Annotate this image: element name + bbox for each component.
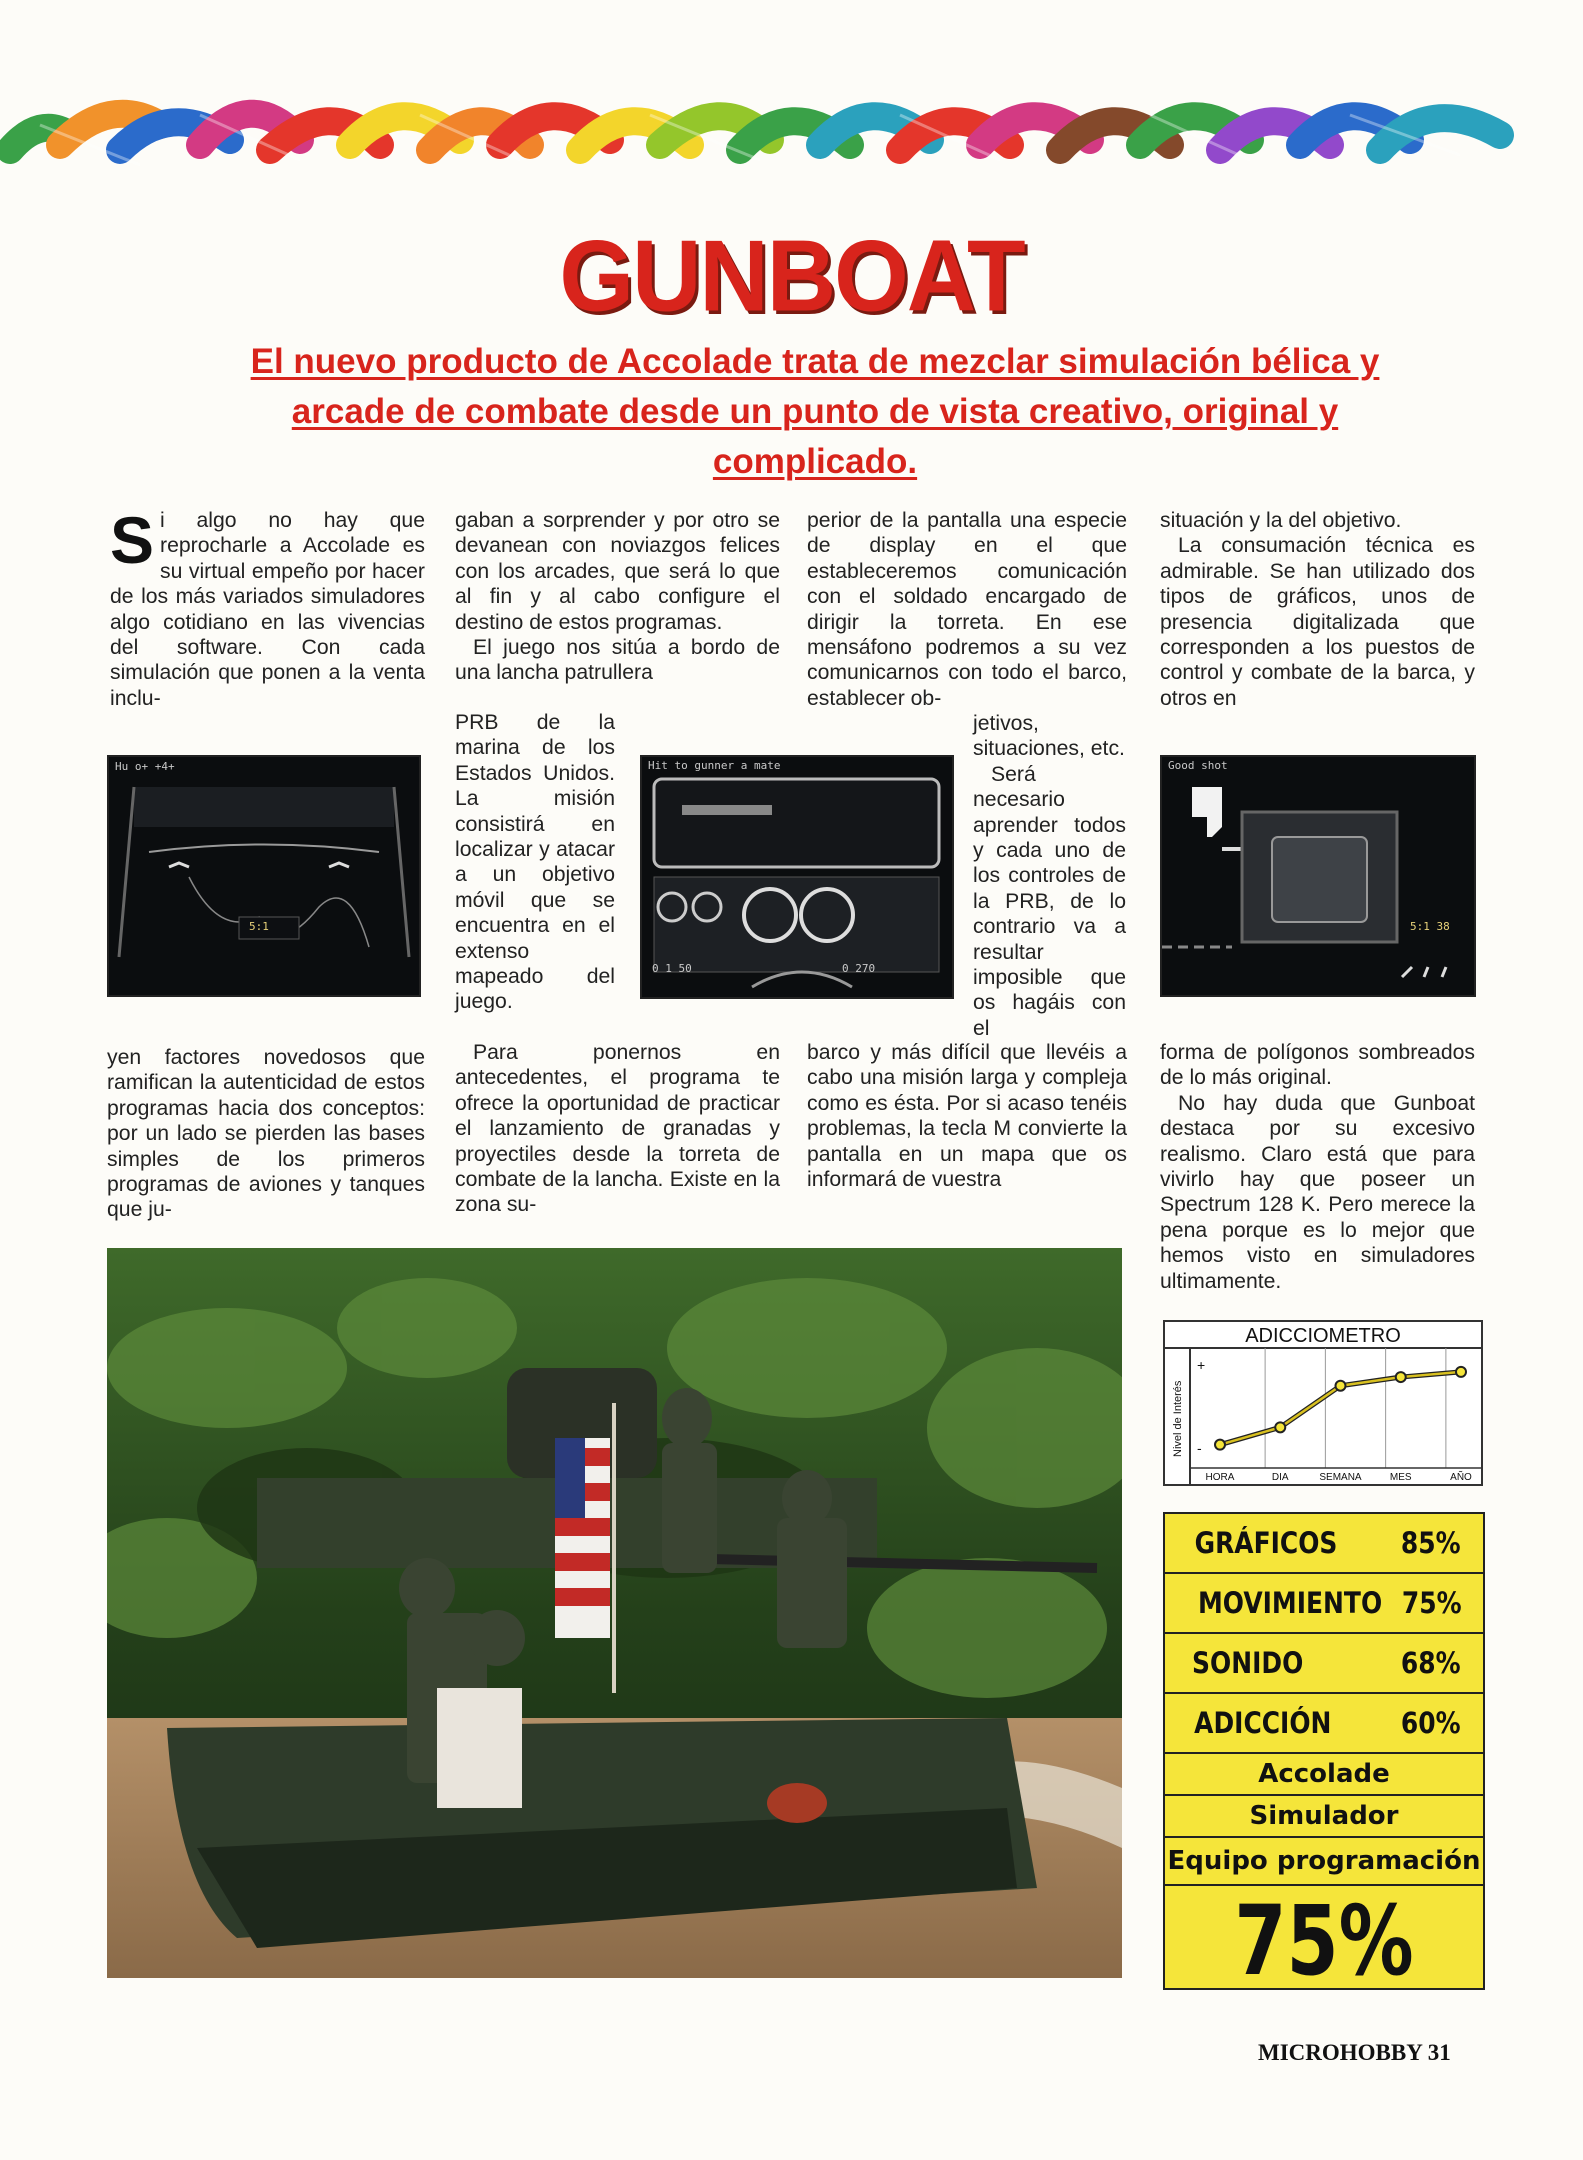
adicciometro-tick-label: DIA (1271, 1472, 1289, 1483)
column-3-top (807, 508, 1127, 711)
gunboat-photograph (107, 1248, 1122, 1978)
col2-paragraph-4: Para ponernos en antecedentes, el programa te ofrece la oportunidad de practicar el lanzamiento de granadas y proyectiles desde la torreta de combate de la lancha. Existe en la zona su- (455, 1041, 780, 1217)
rating-row-movement (1165, 1574, 1483, 1634)
drop-cap: S (110, 503, 155, 577)
column-4-bottom (1160, 1040, 1475, 1294)
column-2-bottom (455, 1040, 780, 1218)
page-folio: MICROHOBBY 31 (1258, 2040, 1451, 2065)
programming-team: Equipo programación (1165, 1838, 1483, 1886)
col2-paragraph-2: El juego nos sitúa a bordo de una lancha patrullera (455, 636, 780, 685)
adicciometro-plus: + (1197, 1357, 1206, 1373)
adicciometro-point (1396, 1372, 1406, 1382)
game-screenshot-1 (107, 755, 421, 997)
turret-view-graphic (1162, 757, 1474, 995)
rating-value: 75% (1402, 1586, 1462, 1620)
col3-paragraph-2: jetivos, situaciones, etc. (973, 712, 1125, 761)
column-2-top (455, 508, 780, 686)
game-screenshot-2 (640, 755, 954, 999)
col4-paragraph-3: forma de polígonos sombreados de lo más original. (1160, 1041, 1475, 1090)
game-screenshot-3 (1160, 755, 1476, 997)
col2-paragraph-1: gaban a sorprender y por otro se devanean con noviazgos felices con los arcades, que será lo que al fin y al cabo configure el destino de estos programas. (455, 509, 780, 634)
crayon-stripe-banner (0, 55, 1520, 185)
screenshot-2-left-readout: 0 1 50 (652, 962, 692, 975)
adicciometro-ylabel: Nivel de Interés (1172, 1380, 1184, 1457)
genre: Simulador (1165, 1796, 1483, 1838)
control-panel-graphic (642, 757, 952, 997)
col1-paragraph-2: yen factores novedosos que ramifican la autenticidad de estos programas hacia dos conceptos: por un lado se pierden las bases simples de los primeros programas de aviones y tanques que ju- (107, 1046, 425, 1222)
rating-value: 85% (1400, 1526, 1461, 1560)
column-2-narrow (455, 710, 615, 1015)
cockpit-view-graphic (109, 757, 419, 995)
col4-paragraph-4: No hay duda que Gunboat destaca por su excesivo realismo. Claro está que para vivirlo hay que poseer un Spectrum 128 K. Pero merece la pena porque es lo mejor que hemos visto en simuladores ultimamente. (1160, 1091, 1475, 1293)
column-3-bottom (807, 1040, 1127, 1192)
adicciometro-tick-label: SEMANA (1319, 1472, 1362, 1483)
rating-row-sound (1165, 1634, 1483, 1694)
column-1-bottom (107, 1045, 425, 1223)
adicciometro-point (1275, 1422, 1285, 1432)
adicciometro-point (1336, 1381, 1346, 1391)
adicciometro-minus: - (1197, 1440, 1202, 1456)
screenshot-1-readout: 5:1 (249, 920, 269, 933)
total-score: 75% (1234, 1885, 1414, 1997)
screenshot-2-hud-text: Hit to gunner a mate (648, 759, 781, 772)
adicciometro-tick-label: AÑO (1450, 1472, 1472, 1483)
adicciometro-point (1456, 1367, 1466, 1377)
rating-label: GRÁFICOS (1194, 1526, 1338, 1560)
rating-label: ADICCIÓN (1194, 1706, 1332, 1740)
col3-paragraph-3: Será necesario aprender todos y cada uno de los controles de la PRB, de lo contrario va a resultar imposible que os hagáis con el (973, 762, 1126, 1040)
adicciometro-tick-label: HORA (1205, 1472, 1235, 1483)
col4-paragraph-2: La consumación técnica es admirable. Se han utilizado dos tipos de gráficos, unos de presencia digitalizada que corresponden a los puestos de control y combate de la barca, y otros en (1160, 534, 1475, 710)
publisher: Accolade (1165, 1754, 1483, 1796)
adicciometro-chart (1163, 1320, 1483, 1486)
rating-label: SONIDO (1192, 1646, 1304, 1680)
adicciometro-point (1215, 1440, 1225, 1450)
adicciometro-svg (1165, 1322, 1481, 1484)
col3-paragraph-1: perior de la pantalla una especie de display en el que estableceremos comunicación con el soldado encargado de dirigir la torreta. En ese mensáfono podremos a su vez comunicarnos con todo el barco, establecer ob- (807, 509, 1127, 710)
screenshot-3-hud-text: Good shot (1168, 759, 1228, 772)
adicciometro-tick-label: MES (1389, 1472, 1412, 1483)
screenshot-2-right-readout: 0 270 (842, 962, 876, 975)
column-4-top (1160, 508, 1475, 711)
column-3-narrow (973, 711, 1126, 1041)
rating-value: 60% (1400, 1706, 1461, 1740)
col4-paragraph-1: situación y la del objetivo. (1160, 509, 1402, 532)
ratings-box (1163, 1512, 1485, 1997)
col2-paragraph-3: PRB de la marina de los Estados Unidos. La misión consistirá en localizar y atacar a un objetivo móvil que se encuentra en el extenso mapeado del juego. (455, 711, 615, 1014)
rating-label: MOVIMIENTO (1197, 1586, 1383, 1620)
screenshot-1-hud-text: Hu o+ +4+ (115, 760, 175, 773)
photo-illustration (107, 1248, 1122, 1978)
rating-row-graphics (1165, 1514, 1483, 1574)
rating-value: 68% (1400, 1646, 1461, 1680)
adicciometro-title: ADICCIOMETRO (1245, 1325, 1401, 1347)
rating-row-addiction (1165, 1694, 1483, 1754)
screenshot-3-readout: 5:1 38 (1410, 920, 1450, 933)
col1-paragraph-1: i algo no hay que reprocharle a Accolade es su virtual empeño por hacer de los más variados simuladores algo cotidiano en las vivencias del software. Con cada simulación que ponen a la venta inclu- (110, 509, 425, 710)
article-title: GUNBOAT (559, 220, 1024, 333)
col3-paragraph-4: barco y más difícil que llevéis a cabo una misión larga y compleja como es ésta. Por si acaso tenéis problemas, la tecla M convierte la pantalla en un mapa que os informará de vuestra (807, 1041, 1127, 1192)
column-1-top (110, 503, 425, 711)
article-subtitle: El nuevo producto de Accolade trata de mezclar simulación bélica y arcade de combate desde un punto de vista creativo, original y complicado. (250, 342, 1380, 481)
